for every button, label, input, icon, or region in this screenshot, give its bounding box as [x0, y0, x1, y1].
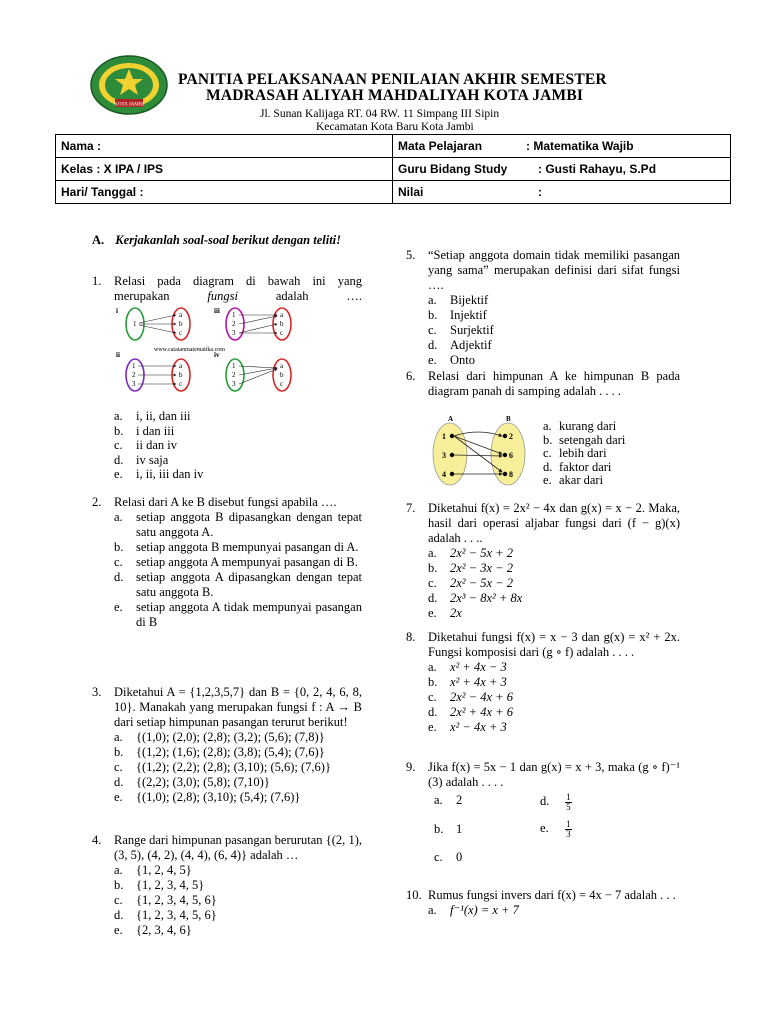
set-b-label: B	[506, 415, 511, 423]
question-1: 1. Relasi pada diagram di bawah ini yang merupakan fungsi adalah ….	[92, 274, 363, 303]
svg-text:2: 2	[509, 432, 513, 441]
mapel-cell: Mata Pelajaran : Matematika Wajib	[393, 135, 731, 158]
svg-text:b: b	[280, 320, 284, 328]
svg-text:2: 2	[232, 320, 236, 328]
svg-text:1: 1	[232, 311, 236, 319]
svg-text:6: 6	[509, 451, 513, 460]
diagram-iv-label: iv	[214, 351, 220, 359]
q6-arrow-diagram	[428, 414, 528, 490]
svg-text:1: 1	[132, 362, 136, 370]
option[interactable]: a. 2	[434, 793, 463, 807]
section-heading	[92, 233, 341, 248]
option[interactable]: c. ii dan iv	[114, 438, 177, 453]
option[interactable]: d. {(2,2); (3,0); (5,8); (7,10)}	[114, 775, 270, 789]
svg-text:b: b	[280, 371, 284, 379]
diagram-ii-label: ii	[116, 351, 120, 359]
option[interactable]: e. akar dari	[543, 473, 604, 488]
option[interactable]: e. Onto	[428, 353, 475, 367]
option[interactable]: d. 2x² + 4x + 6	[428, 705, 513, 719]
svg-text:c: c	[179, 329, 183, 337]
question-4: 4. Range dari himpunan pasangan berurutan {(2, 1), (3, 5), (4, 2), (4, 4), (6, 4)} adalah … a. {1, 2, 4, 5} b. {1, 2, 3, 4, 5} c. {1, 2, 3, 4, 5, 6} d. {1, 2, 3, 4, 5, 6} e. {2, 3, 4, 6}	[92, 833, 362, 937]
nama-field[interactable]: Nama :	[56, 135, 393, 158]
nilai-field[interactable]: Nilai :	[393, 181, 731, 204]
option[interactable]: a. {1, 2, 4, 5}	[114, 863, 192, 877]
option[interactable]: b. setengah dari	[543, 432, 626, 447]
option[interactable]: a. Bijektif	[428, 293, 489, 307]
option[interactable]: c. Surjektif	[428, 323, 494, 337]
option[interactable]: e. x² − 4x + 3	[428, 720, 507, 734]
school-logo	[90, 55, 168, 115]
option[interactable]: d. setiap anggota A dipasangkan dengan tepat satu anggota B.	[114, 570, 362, 599]
svg-text:c: c	[179, 380, 183, 388]
option[interactable]: a. setiap anggota B dipasangkan dengan tepat satu anggota A.	[114, 510, 362, 539]
svg-text:b: b	[179, 371, 183, 379]
svg-text:a: a	[280, 311, 284, 319]
option[interactable]: e. i, ii, iii dan iv	[114, 467, 204, 482]
option[interactable]: a. kurang dari	[543, 419, 617, 433]
svg-text:4: 4	[442, 470, 446, 479]
option[interactable]: d. 2x³ − 8x² + 8x	[428, 591, 523, 605]
option[interactable]: b. i dan iii	[114, 423, 175, 438]
option[interactable]: d. iv saja	[114, 452, 169, 467]
question-8: 8. Diketahui fungsi f(x) = x − 3 dan g(x) = x² + 2x. Fungsi komposisi dari (g ∘ f) adalah . . . . a. x² + 4x − 3 b. x² + 4x + 3 c. 2x² − 4x + 6 d. 2x² + 4x + 6 e. x² − 4x + 3	[406, 630, 680, 734]
option[interactable]: b. 2x² − 3x − 2	[428, 561, 513, 575]
option[interactable]: b. 1	[434, 822, 463, 836]
option[interactable]: b. x² + 4x + 3	[428, 675, 507, 689]
svg-text:3: 3	[232, 329, 236, 337]
logo-text: KOTA JAMBI	[114, 102, 144, 108]
svg-text:1: 1	[232, 362, 236, 370]
option[interactable]: d. $\frac{1}{5}$	[540, 792, 571, 812]
svg-text:a: a	[280, 362, 284, 370]
q1-options	[114, 409, 203, 482]
option[interactable]: e. {(1,0); (2,8); (3,10); (5,4); (7,6)}	[114, 790, 301, 804]
question-3: 3. Diketahui A = {1,2,3,5,7} dan B = {0, 2, 4, 6, 8, 10}. Manakah yang merupakan fungsi f : A → B dari setiap himpunan pasangan terurut berikut! a. {(1,0); (2,0); (2,8); (3,2); (5,6); (7,8)} b. {(1,2); (1,6); (2,8); (3,8); (5,4); (7,6)} c. {(1,2); (2,2); (2,8); (3,10); (5,6); (7,6)} d. {(2,2); (3,0); (5,8); (7,10)} e. {(1,0); (2,8); (3,10); (5,4); (7,6)}	[92, 685, 362, 804]
option[interactable]: b. {1, 2, 3, 4, 5}	[114, 878, 205, 892]
hari-tanggal-field[interactable]: Hari/ Tanggal :	[56, 181, 393, 204]
svg-text:a: a	[179, 311, 183, 319]
option[interactable]: c. lebih dari	[543, 446, 607, 461]
svg-text:c: c	[280, 380, 284, 388]
option[interactable]: c. setiap anggota A mempunyai pasangan di B.	[114, 555, 358, 569]
question-5: 5. “Setiap anggota domain tidak memiliki pasangan yang sama” merupakan definisi dari sifat fungsi …. a. Bijektif b. Injektif c. Surjektif d. Adjektif e. Onto	[406, 248, 680, 367]
option[interactable]: c. {(1,2); (2,2); (2,8); (3,10); (5,6); (7,6)}	[114, 760, 331, 774]
q6-options	[543, 420, 625, 488]
section-instruction: Kerjakanlah soal-soal berikut dengan teliti!	[115, 233, 342, 247]
option[interactable]: a. {(1,0); (2,0); (2,8); (3,2); (5,6); (7,8)}	[114, 730, 325, 744]
svg-text:1: 1	[133, 320, 137, 328]
svg-text:c: c	[280, 329, 284, 337]
option[interactable]: b. setiap anggota B mempunyai pasangan di A.	[114, 540, 359, 554]
header-title-2: MADRASAH ALIYAH MAHDALIYAH KOTA JAMBI	[206, 87, 584, 104]
svg-text:3: 3	[442, 451, 446, 460]
student-info-table	[55, 134, 731, 204]
set-a-label: A	[448, 415, 454, 423]
svg-text:8: 8	[509, 470, 513, 479]
option[interactable]: e. {2, 3, 4, 6}	[114, 923, 192, 937]
option[interactable]: a. 2x² − 5x + 2	[428, 546, 513, 560]
kelas-cell: Kelas : X IPA / IPS	[56, 158, 393, 181]
option[interactable]: c. 2x² − 5x − 2	[428, 576, 513, 590]
option[interactable]: a. f⁻¹(x) = x + 7	[428, 903, 519, 917]
diagram-i-label: i	[116, 307, 118, 315]
option[interactable]: c. {1, 2, 3, 4, 5, 6}	[114, 893, 217, 907]
option[interactable]: d. Adjektif	[428, 338, 492, 352]
svg-text:3: 3	[232, 380, 236, 388]
header-title-1: PANITIA PELAKSANAAN PENILAIAN AKHIR SEMESTER	[178, 71, 607, 88]
svg-text:b: b	[179, 320, 183, 328]
svg-text:2: 2	[232, 371, 236, 379]
question-10: 10. Rumus fungsi invers dari f(x) = 4x − 7 adalah . . . a. f⁻¹(x) = x + 7	[406, 888, 680, 918]
question-2: 2. Relasi dari A ke B disebut fungsi apabila …. a. setiap anggota B dipasangkan dengan tepat satu anggota A. b. setiap anggota B mempunyai pasangan di A. c. setiap anggota A mempunyai pasangan di B. d. setiap anggota A dipasangkan dengan tepat satu anggota B. e. setiap anggota A tidak mempunyai pasangan di B	[92, 495, 362, 629]
svg-text:3: 3	[132, 380, 136, 388]
option[interactable]: a. x² + 4x − 3	[428, 660, 507, 674]
guru-cell: Guru Bidang Study : Gusti Rahayu, S.Pd	[393, 158, 731, 181]
svg-text:a: a	[179, 362, 183, 370]
diagram-iii-label: iii	[214, 307, 220, 315]
option[interactable]: e. $\frac{1}{3}$	[540, 819, 571, 839]
option[interactable]: a. i, ii, dan iii	[114, 409, 191, 423]
svg-text:2: 2	[132, 371, 136, 379]
watermark-text: www.catatanmatematika.com	[154, 347, 225, 353]
option[interactable]: e. setiap anggota A tidak mempunyai pasangan di B	[114, 600, 362, 629]
option[interactable]: d. {1, 2, 3, 4, 5, 6}	[114, 908, 217, 922]
header-address-1: Jl. Sunan Kalijaga RT. 04 RW. 11 Simpang III Sipin	[260, 108, 500, 120]
option[interactable]: c. 2x² − 4x + 6	[428, 690, 513, 704]
option[interactable]: e. 2x	[428, 606, 462, 620]
question-6: 6. Relasi dari himpunan A ke himpunan B pada diagram panah di samping adalah . . . .	[406, 369, 680, 398]
svg-text:1: 1	[442, 432, 446, 441]
option[interactable]: b. {(1,2); (1,6); (2,8); (3,8); (5,4); (7,6)}	[114, 745, 325, 759]
question-9: 9. Jika f(x) = 5x − 1 dan g(x) = x + 3, maka (g ∘ f)⁻¹ (3) adalah . . . .	[406, 760, 680, 789]
section-label: A.	[92, 233, 105, 247]
header-address-2: Kecamatan Kota Baru Kota Jambi	[316, 121, 474, 133]
question-7: 7. Diketahui f(x) = 2x² − 4x dan g(x) = x − 2. Maka, hasil dari operasi aljabar fungsi dari (f − g)(x) adalah . . .. a. 2x² − 5x + 2 b. 2x² − 3x − 2 c. 2x² − 5x − 2 d. 2x³ − 8x² + 8x e. 2x	[406, 501, 680, 620]
option[interactable]: d. faktor dari	[543, 459, 612, 474]
option[interactable]: b. Injektif	[428, 308, 487, 322]
q1-relation-diagrams	[114, 305, 299, 395]
option[interactable]: c. 0	[434, 850, 463, 864]
